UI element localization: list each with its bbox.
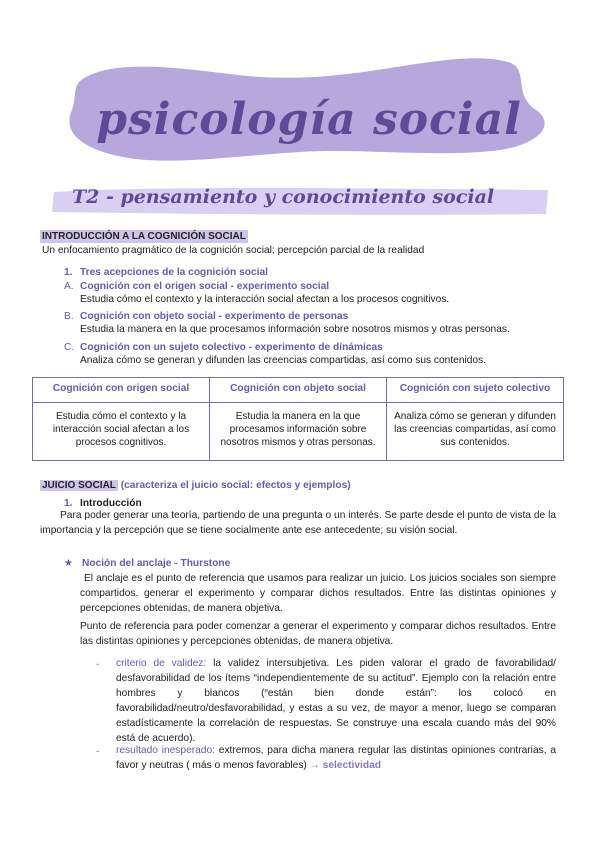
table-cell: Estudia la manera en la que procesamos información sobre nosotros mismos y otras personas. — [210, 403, 387, 461]
juicio-intro-paragraph: Para poder generar una teoría, partiendo de una pregunta o un interés. Se parte desde el punto de vista de la importancia y la percepción que se tiene socialmente ante ese antecedente; su visión social. — [40, 510, 556, 536]
item-a-title: Cognición con el origen social - experimento social — [80, 281, 330, 292]
star-icon: ★ — [64, 558, 74, 569]
table-header: Cognición con objeto social — [210, 378, 387, 403]
star-heading — [64, 557, 230, 570]
section-heading-note: (caracteriza el juicio social: efectos y ejemplos) — [120, 480, 351, 491]
list-number-2-text: 1. — [64, 498, 73, 509]
item-c-title: Cognición con un sujeto colectivo - experimento de dinámicas — [80, 342, 383, 353]
list-title: Tres acepciones de la cognición social — [80, 267, 268, 278]
bullet-validez-text: la validez intersubjetiva. Les piden valorar el grado de favorabilidad/ desfavorabilidad de los ítems “independientemente de su actitud”. Ejemplo con la relación entre hombres y blancos (“están bien donde están”: los colocó en favorabilidad/neutro/desfavorabilidad, y estas a su vez, de mayor a menor, luego se comparan estadísticamente la correlación de respuestas. Se construye una escala cuando más del 90% está de acuerdo). — [116, 658, 556, 744]
item-c-desc: Analiza cómo se generan y difunden las creencias compartidas, así como sus contenidos. — [80, 355, 487, 366]
table-header: Cognición con sujeto colectivo — [387, 378, 564, 403]
document-title: psicología social — [96, 94, 522, 145]
item-b-desc: Estudia la manera en la que procesamos información sobre nosotros mismos y otras personas. — [80, 324, 510, 335]
title-banner — [60, 32, 558, 172]
table-cell: Analiza cómo se generan y difunden las creencias compartidas, así como sus contenidos. — [387, 403, 564, 461]
table-header-row — [33, 378, 564, 403]
table-cell: Estudia cómo el contexto y la interacción social afectan a los procesos cognitivos. — [33, 403, 210, 461]
list-title-2: Introducción — [80, 498, 142, 509]
list-number: 1. — [64, 267, 73, 278]
anchor-paragraph-2: Punto de referencia para poder comenzar a generar el experimento y comparar dichos resultados. Entre las distintas opiniones y percepciones obtenidas, de manera objetiva. — [80, 621, 556, 647]
anchor-paragraph-1: El anclaje es el punto de referencia que usamos para realizar un juicio. Los juicios sociales son siempre compartidos. generar el experimento y comparar dichos resultados. Entre las distintas opiniones y percepciones obtenidas, de manera objetiva. — [80, 573, 556, 614]
item-b-title: Cognición con objeto social - experimento de personas — [80, 311, 349, 322]
star-title: Noción del anclaje - Thurstone — [81, 558, 231, 569]
table-row — [33, 403, 564, 461]
bullet-resultado-text: extremos, para dicha manera regular las distintas opiniones contrarias, a favor y neutras ( más o menos favorables) — [116, 745, 557, 771]
selectividad-arrow: → selectividad — [309, 760, 381, 771]
bullet-resultado — [116, 743, 556, 773]
section-heading-juicio-wrap — [40, 479, 351, 492]
item-c-letter: C. — [64, 342, 75, 353]
bullet-dash-icon: - — [96, 659, 100, 670]
bullet-validez-term: criterio de validez: — [116, 658, 207, 669]
section-intro-text: Un enfocamiento pragmático de la cognición social; percepción parcial de la realidad — [42, 245, 425, 256]
item-b-letter: B. — [64, 311, 74, 322]
bullet-validez — [116, 656, 556, 746]
bullet-resultado-term: resultado inesperado: — [116, 745, 215, 756]
comparison-table — [32, 377, 564, 461]
section-heading-intro: INTRODUCCIÓN A LA COGNICIÓN SOCIAL — [42, 231, 246, 242]
section-heading-juicio: JUICIO SOCIAL — [42, 480, 116, 491]
item-a-desc: Estudia cómo el contexto y la interacción social afectan a los procesos cognitivos. — [80, 294, 450, 305]
table-header: Cognición con origen social — [33, 378, 210, 403]
subtitle-banner — [50, 182, 550, 218]
topic-title: T2 - pensamiento y conocimiento social — [72, 186, 495, 208]
bullet-dash-icon: - — [96, 746, 100, 757]
item-a-letter: A. — [64, 281, 74, 292]
